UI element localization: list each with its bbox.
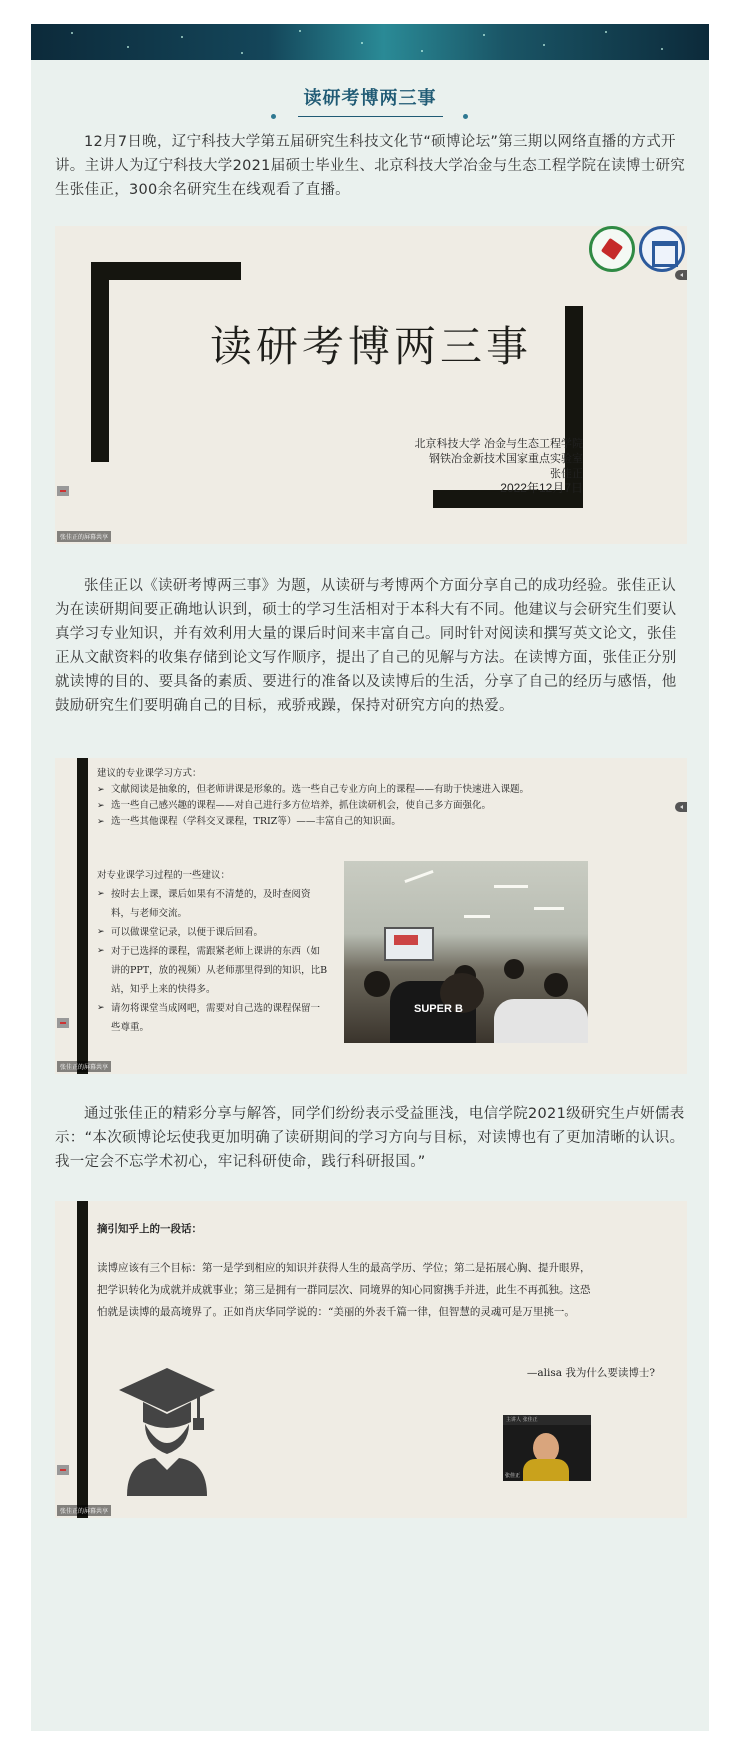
title-decor-dot-left [271,114,276,119]
article-title: 读研考博两三事 [298,84,443,117]
slide-title: 读研考博两三事 [209,322,532,371]
menu-badge-icon[interactable] [57,486,69,496]
collapse-toggle-icon[interactable] [675,270,687,280]
webcam-title: 主讲人 张佳正 [503,1415,591,1425]
advice-item: ➢ 请勿将课堂当成网吧，需要对自己选的课程保留一些尊重。 [97,999,329,1037]
menu-badge-icon[interactable] [57,1465,69,1475]
graduate-icon [119,1366,215,1496]
photo-shirt-text: SUPER B [414,1003,463,1015]
slide-title-screenshot[interactable] [55,226,687,544]
webcam-name: 张佳正 [505,1473,521,1479]
slide-presenter-info [415,436,584,496]
menu-badge-icon[interactable] [57,1018,69,1028]
presentation-date: 2022年12月7日 [500,481,583,495]
presenter-lab: 钢铁冶金新技术国家重点实验室 [429,452,583,465]
share-watermark: 张佳正的屏幕共享 [57,531,111,542]
advice-item: ➢ 可以做课堂记录，以便于课后回看。 [97,923,329,942]
advice-item: ➢ 文献阅读是抽象的，但老师讲课是形象的。选一些自己专业方向上的课程——有助于快速进入课题。 [97,782,617,798]
advice-heading-1: 建议的专业课学习方式： [97,768,202,779]
classroom-photo [344,861,588,1043]
title-decor-dot-right [463,114,468,119]
share-watermark: 张佳正的屏幕共享 [57,1505,111,1516]
presenter-school: 北京科技大学 冶金与生态工程学院 [414,437,583,450]
advice-item: ➢ 按时去上课，课后如果有不清楚的，及时查阅资料，与老师交流。 [97,885,329,923]
advice-item: ➢ 选一些自己感兴趣的课程——对自己进行多方位培养，抓住读研机会，使自己多方面强化。 [97,798,617,814]
advice-heading-2: 对专业课学习过程的一些建议： [97,870,231,881]
advice-item: ➢ 选一些其他课程（学科交叉课程，TRIZ等）——丰富自己的知识面。 [97,814,617,830]
quote-text: 读博应该有三个目标：第一是学到相应的知识并获得人生的最高学历、学位；第二是拓展心胸、提升眼界，把学识转化为成就并成就事业；第三是拥有一群同层次、同境界的知心同窗携手并进，此生不再孤独。这恐怕就是读博的最高境界了。正如肖庆华同学说的：“美丽的外表千篇一律，但智慧的灵魂可是万里挑一。 [97,1262,591,1318]
collapse-toggle-icon[interactable] [675,802,687,812]
logo-ustb-icon [639,226,685,272]
webcam-thumbnail[interactable] [503,1415,591,1481]
intro-paragraph: 12月7日晚，辽宁科技大学第五届研究生科技文化节“硕博论坛”第三期以网络直播的方式开讲。主讲人为辽宁科技大学2021届硕士毕业生、北京科技大学冶金与生态工程学院在读博士研究生张佳正，300余名研究生在线观看了直播。 [55,134,686,198]
slide-quote-screenshot[interactable] [55,1201,687,1518]
presenter-name: 张佳正 [550,467,583,480]
share-watermark: 张佳正的屏幕共享 [57,1061,111,1072]
quote-attribution: —alisa 我为什么要读博士? [526,1367,655,1379]
logo-ustl-icon [589,226,635,272]
quote-heading: 摘引知乎上的一段话： [97,1223,202,1235]
slide-advice-screenshot[interactable] [55,758,687,1074]
article-page [31,24,709,1731]
body-paragraph-1: 张佳正以《读研考博两三事》为题，从读研与考博两个方面分享自己的成功经验。张佳正认为在读研期间要正确地认识到，硕士的学习生活相对于本科大有不同。他建议与会研究生们要认真学习专业知识，并有效利用大量的课后时间来丰富自己。同时针对阅读和撰写英文论文，张佳正从文献资料的收集存储到论文写作顺序，提出了自己的见解与方法。在读博方面，张佳正分别就读博的目的、要具备的素质、要进行的准备以及读博后的生活，分享了自己的经历与感悟，他鼓励研究生们要明确自己的目标，戒骄戒躁，保持对研究方向的热爱。 [55,578,677,714]
header-banner [31,24,709,60]
advice-item: ➢ 对于已选择的课程，需跟紧老师上课讲的东西（如讲的PPT，放的视频）从老师那里得到的知识，比B站，知乎上来的快得多。 [97,942,329,999]
body-paragraph-2: 通过张佳正的精彩分享与解答，同学们纷纷表示受益匪浅，电信学院2021级研究生卢妍儒表示：“本次硕博论坛使我更加明确了读研期间的学习方向与目标，对读博也有了更加清晰的认识。我一定会不忘学术初心，牢记科研使命，践行科研报国。” [55,1106,685,1170]
